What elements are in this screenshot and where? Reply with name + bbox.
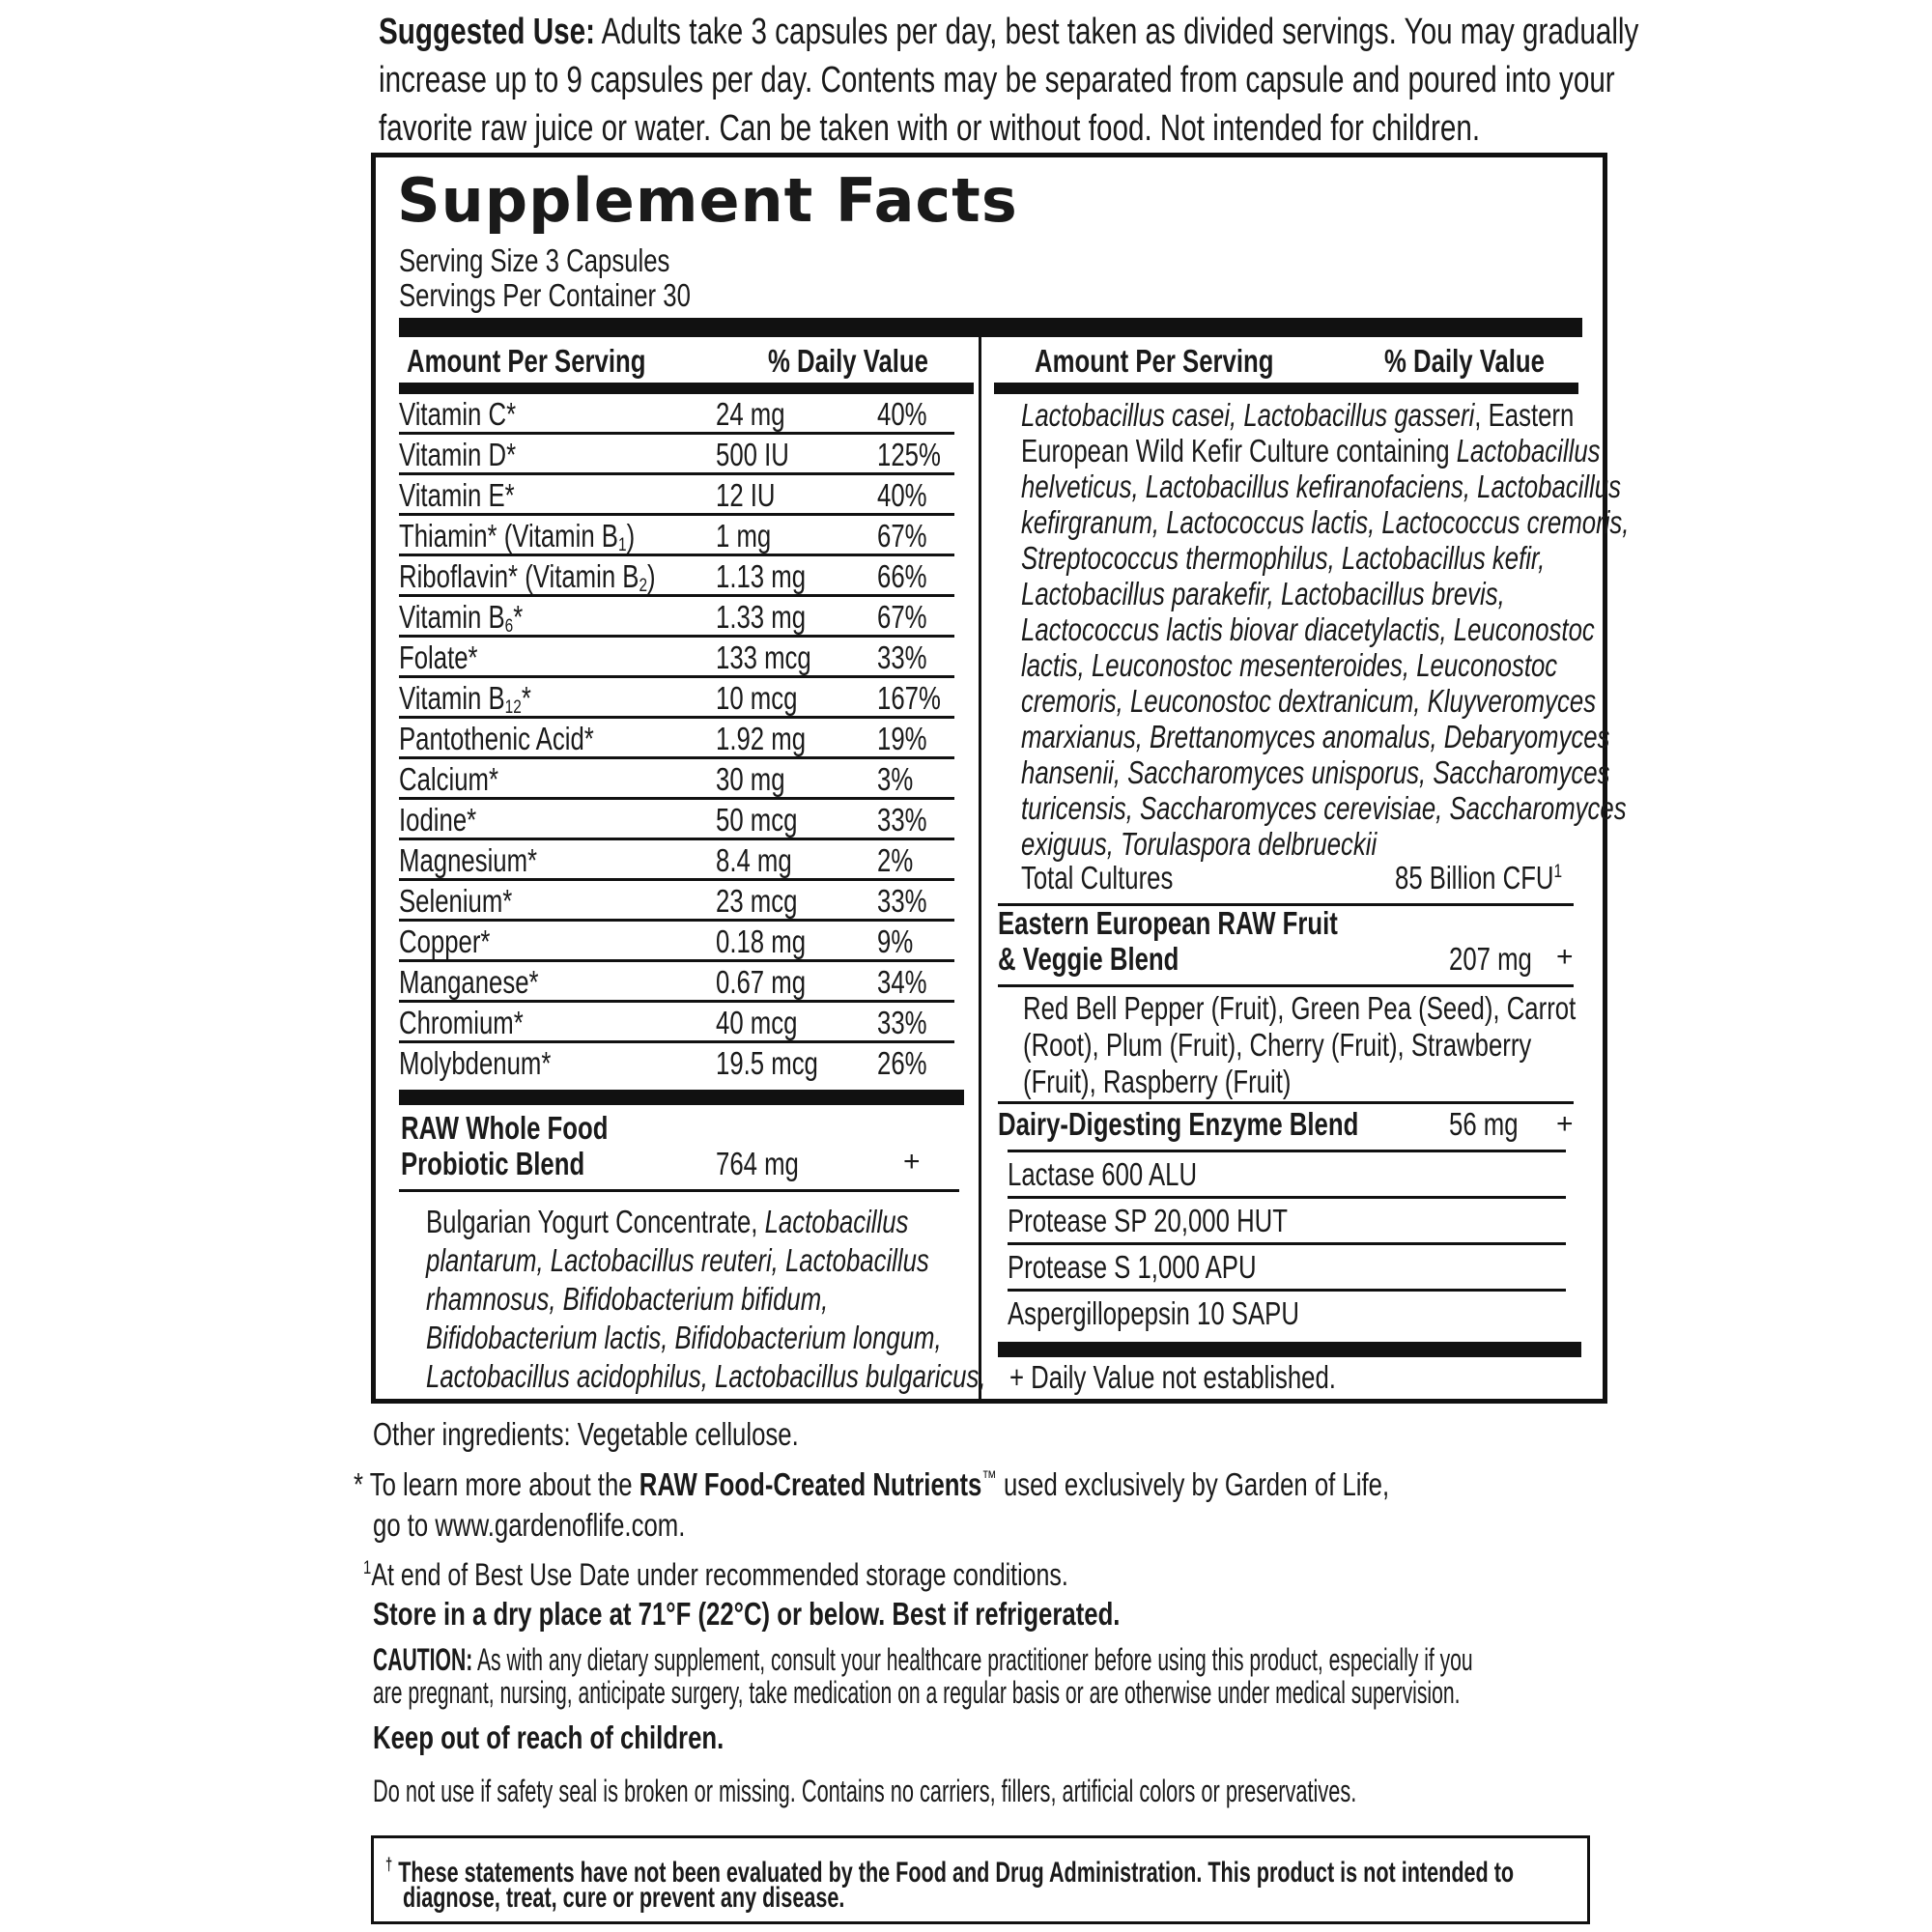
nutrient-amount: 500 IU xyxy=(716,437,789,472)
fruit-blend-dv: + xyxy=(1556,941,1574,973)
nutrient-dv: 67% xyxy=(877,599,927,635)
other-ingredients: Other ingredients: Vegetable cellulose. xyxy=(373,1416,799,1452)
nutrient-name: Iodine* xyxy=(399,802,477,838)
culture-line: Lactococcus lactis biovar diacetylactis, Leuconostoc xyxy=(1021,611,1595,647)
probiotic-blend-dv: + xyxy=(903,1146,921,1178)
nutrient-name: Vitamin $B_{12}*$ xyxy=(399,680,531,718)
probiotic-blend-amount: 764 mg xyxy=(716,1146,799,1181)
nutrient-name: Riboflavin* (Vitamin $B_2$) xyxy=(399,558,656,596)
safety-seal-note: Do not use if safety seal is broken or missing. Contains no carriers, fillers, artificial colors or preservatives. xyxy=(373,1774,1357,1808)
nutrient-name: Molybdenum* xyxy=(399,1045,552,1081)
culture-line: lactis, Leuconostoc mesenteroides, Leuconostoc xyxy=(1021,647,1558,683)
table-row xyxy=(399,638,954,678)
culture-line: exiguus, Torulaspora delbrueckii xyxy=(1021,826,1378,862)
ingredient-line: rhamnosus, Bifidobacterium bifidum, xyxy=(426,1281,829,1317)
nutrient-amount: 12 IU xyxy=(716,477,776,513)
disclaimer-line: diagnose, treat, cure or prevent any disease. xyxy=(403,1882,845,1914)
nutrient-dv: 40% xyxy=(877,477,927,513)
keep-out-warning: Keep out of reach of children. xyxy=(373,1719,724,1755)
total-cultures-value: 85 Billion CFU$^1$ xyxy=(1395,860,1563,895)
nutrient-amount: 1.33 mg xyxy=(716,599,807,635)
nutrient-name: Vitamin D* xyxy=(399,437,517,472)
culture-line: kefirgranum, Lactococcus lactis, Lactococcus cremoris, xyxy=(1021,504,1630,540)
nutrient-name: Copper* xyxy=(399,923,491,959)
enzyme-item: Lactase 600 ALU xyxy=(1008,1156,1198,1192)
nutrient-name: Magnesium* xyxy=(399,842,538,878)
nutrient-amount: 1.13 mg xyxy=(716,558,807,594)
ingredient-line: (Root), Plum (Fruit), Cherry (Fruit), Strawberry xyxy=(1023,1027,1532,1063)
suggested-use-line: increase up to 9 capsules per day. Contents may be separated from capsule and poured into your xyxy=(379,60,1615,100)
enzyme-blend-amount: 56 mg xyxy=(1449,1106,1519,1142)
culture-line: Streptococcus thermophilus, Lactobacillus kefir, xyxy=(1021,540,1546,576)
probiotic-blend-name: Probiotic Blend xyxy=(401,1146,585,1181)
caution-line: are pregnant, nursing, anticipate surgery, take medication on a regular basis or are otherwise under medical supervision. xyxy=(373,1675,1461,1710)
nutrient-amount: 30 mg xyxy=(716,761,785,797)
facts-title: Supplement Facts xyxy=(397,165,1018,236)
enzyme-item: Aspergillopepsin 10 SAPU xyxy=(1008,1295,1299,1331)
table-row xyxy=(399,719,954,759)
ingredient-line: (Fruit), Raspberry (Fruit) xyxy=(1023,1064,1292,1099)
table-row xyxy=(399,435,954,475)
nutrient-amount: 0.18 mg xyxy=(716,923,807,959)
ingredient-line: plantarum, Lactobacillus reuteri, Lactobacillus xyxy=(426,1242,929,1278)
list-item xyxy=(1008,1292,1566,1338)
culture-line: turicensis, Saccharomyces cerevisiae, Saccharomyces xyxy=(1021,790,1627,826)
cultures-list xyxy=(1021,397,1801,862)
nutrient-amount: 1 mg xyxy=(716,518,772,554)
enzyme-blend-dv: + xyxy=(1556,1108,1574,1140)
fda-disclaimer xyxy=(371,1835,1590,1924)
list-item xyxy=(1008,1245,1566,1292)
header-rule xyxy=(399,383,974,394)
suggested-use-line: Adults take 3 capsules per day, best taken as divided servings. You may gradually xyxy=(594,12,1639,52)
ingredient-line: Lactobacillus acidophilus, Lactobacillus bulgaricus, xyxy=(426,1358,986,1394)
nutrient-amount: 8.4 mg xyxy=(716,842,792,878)
nutrient-amount: 10 mcg xyxy=(716,680,798,716)
nutrient-name: Vitamin $B_6*$ xyxy=(399,599,524,637)
probiotic-blend-name: RAW Whole Food xyxy=(401,1110,609,1146)
nutrient-amount: 133 mcg xyxy=(716,639,811,675)
nutrient-dv: 33% xyxy=(877,1005,927,1040)
nutrient-amount: 0.67 mg xyxy=(716,964,807,1000)
table-row xyxy=(399,556,954,597)
nutrient-name: Manganese* xyxy=(399,964,539,1000)
left-header-dv: % Daily Value xyxy=(768,343,928,379)
ingredient-line: Bifidobacterium lactis, Bifidobacterium longum, xyxy=(426,1320,942,1355)
nutrient-name: Vitamin E* xyxy=(399,477,515,513)
learn-more: * To learn more about the RAW Food-Created Nutrients™ used exclusively by Garden of Life, xyxy=(354,1466,1390,1502)
nutrient-name: Folate* xyxy=(399,639,478,675)
culture-line: hansenii, Saccharomyces unisporus, Saccharomyces xyxy=(1021,754,1610,790)
fruit-blend-ingredients xyxy=(1023,990,1732,1100)
nutrient-dv: 33% xyxy=(877,802,927,838)
fruit-blend-name: & Veggie Blend xyxy=(998,941,1179,977)
table-row xyxy=(399,1043,954,1084)
table-row xyxy=(399,922,954,962)
nutrient-amount: 1.92 mg xyxy=(716,721,807,756)
heavy-rule xyxy=(399,1090,964,1105)
disclaimer-line: † These statements have not been evaluated by the Food and Drug Administration. This product is not intended to xyxy=(385,1855,1515,1889)
nutrient-dv: 3% xyxy=(877,761,914,797)
nutrient-amount: 23 mcg xyxy=(716,883,798,919)
suggested-use xyxy=(379,8,1639,153)
right-header-dv: % Daily Value xyxy=(1384,343,1545,379)
culture-line: Lactobacillus parakefir, Lactobacillus brevis, xyxy=(1021,576,1505,611)
nutrient-amount: 40 mcg xyxy=(716,1005,798,1040)
supplement-facts-panel xyxy=(371,153,1630,1404)
nutrient-amount: 19.5 mcg xyxy=(716,1045,818,1081)
nutrient-dv: 40% xyxy=(877,396,927,432)
enzyme-item: Protease S 1,000 APU xyxy=(1008,1249,1257,1285)
table-row xyxy=(399,881,954,922)
total-cultures-label: Total Cultures xyxy=(1021,860,1174,895)
nutrient-dv: 26% xyxy=(877,1045,927,1081)
ingredient-line: Bulgarian Yogurt Concentrate, Lactobacillus xyxy=(426,1204,909,1239)
table-row xyxy=(399,475,954,516)
nutrient-dv: 9% xyxy=(877,923,914,959)
fruit-blend-amount: 207 mg xyxy=(1449,941,1532,977)
nutrient-amount: 50 mcg xyxy=(716,802,798,838)
nutrient-name: Thiamin* (Vitamin $B_1$) xyxy=(399,518,636,555)
footnote: $^1$At end of Best Use Date under recommended storage conditions. xyxy=(363,1557,1068,1592)
nutrient-name: Calcium* xyxy=(399,761,498,797)
enzyme-blend-name: Dairy-Digesting Enzyme Blend xyxy=(998,1106,1359,1142)
culture-line: marxianus, Brettanomyces anomalus, Debaryomyces xyxy=(1021,719,1610,754)
nutrient-dv: 19% xyxy=(877,721,927,756)
table-row xyxy=(399,678,954,719)
dv-note: + Daily Value not established. xyxy=(1009,1359,1336,1395)
culture-line: cremoris, Leuconostoc dextranicum, Kluyveromyces xyxy=(1021,683,1597,719)
nutrient-dv: 125% xyxy=(877,437,941,472)
table-row xyxy=(399,759,954,800)
table-row xyxy=(399,800,954,840)
storage-instructions: Store in a dry place at 71°F (22°C) or below. Best if refrigerated. xyxy=(373,1596,1121,1632)
suggested-use-line: favorite raw juice or water. Can be taken with or without food. Not intended for children. xyxy=(379,108,1481,149)
nutrient-name: Pantothenic Acid* xyxy=(399,721,594,756)
enzyme-item: Protease SP 20,000 HUT xyxy=(1008,1203,1288,1238)
nutrient-dv: 67% xyxy=(877,518,927,554)
ingredient-line: Red Bell Pepper (Fruit), Green Pea (Seed), Carrot xyxy=(1023,990,1577,1026)
list-item xyxy=(1008,1199,1566,1245)
table-row xyxy=(399,597,954,638)
culture-line: helveticus, Lactobacillus kefiranofaciens, Lactobacillus xyxy=(1021,469,1621,504)
nutrient-dv: 33% xyxy=(877,883,927,919)
culture-line: European Wild Kefir Culture containing Lactobacillus xyxy=(1021,433,1601,469)
suggested-use-label: Suggested Use: xyxy=(379,12,595,52)
heavy-rule xyxy=(998,1342,1581,1357)
learn-more-url: go to www.gardenoflife.com. xyxy=(373,1507,686,1543)
left-header-amount: Amount Per Serving xyxy=(407,343,646,379)
fruit-blend-name: Eastern European RAW Fruit xyxy=(998,905,1338,941)
rule xyxy=(998,984,1574,987)
nutrient-name: Chromium* xyxy=(399,1005,524,1040)
nutrient-name: Selenium* xyxy=(399,883,513,919)
header-rule xyxy=(994,383,1578,394)
table-row xyxy=(399,516,954,556)
table-row xyxy=(399,1003,954,1043)
rule xyxy=(998,1101,1574,1104)
nutrient-dv: 33% xyxy=(877,639,927,675)
table-row xyxy=(399,840,954,881)
nutrient-name: Vitamin C* xyxy=(399,396,517,432)
caution: CAUTION: As with any dietary supplement, consult your healthcare practitioner before using this product, especially if you xyxy=(373,1642,1473,1677)
nutrient-dv: 34% xyxy=(877,964,927,1000)
nutrient-dv: 167% xyxy=(877,680,941,716)
serving-size: Serving Size 3 Capsules xyxy=(399,242,670,278)
table-row xyxy=(399,962,954,1003)
culture-line: Lactobacillus casei, Lactobacillus gasseri, Eastern xyxy=(1021,397,1575,433)
list-item xyxy=(1008,1152,1566,1199)
table-row xyxy=(399,394,954,435)
right-header-amount: Amount Per Serving xyxy=(1035,343,1274,379)
servings-per-container: Servings Per Container 30 xyxy=(399,277,691,313)
nutrient-dv: 2% xyxy=(877,842,914,878)
rule xyxy=(399,1189,959,1192)
heavy-rule xyxy=(399,318,1582,337)
nutrient-amount: 24 mg xyxy=(716,396,785,432)
nutrient-dv: 66% xyxy=(877,558,927,594)
